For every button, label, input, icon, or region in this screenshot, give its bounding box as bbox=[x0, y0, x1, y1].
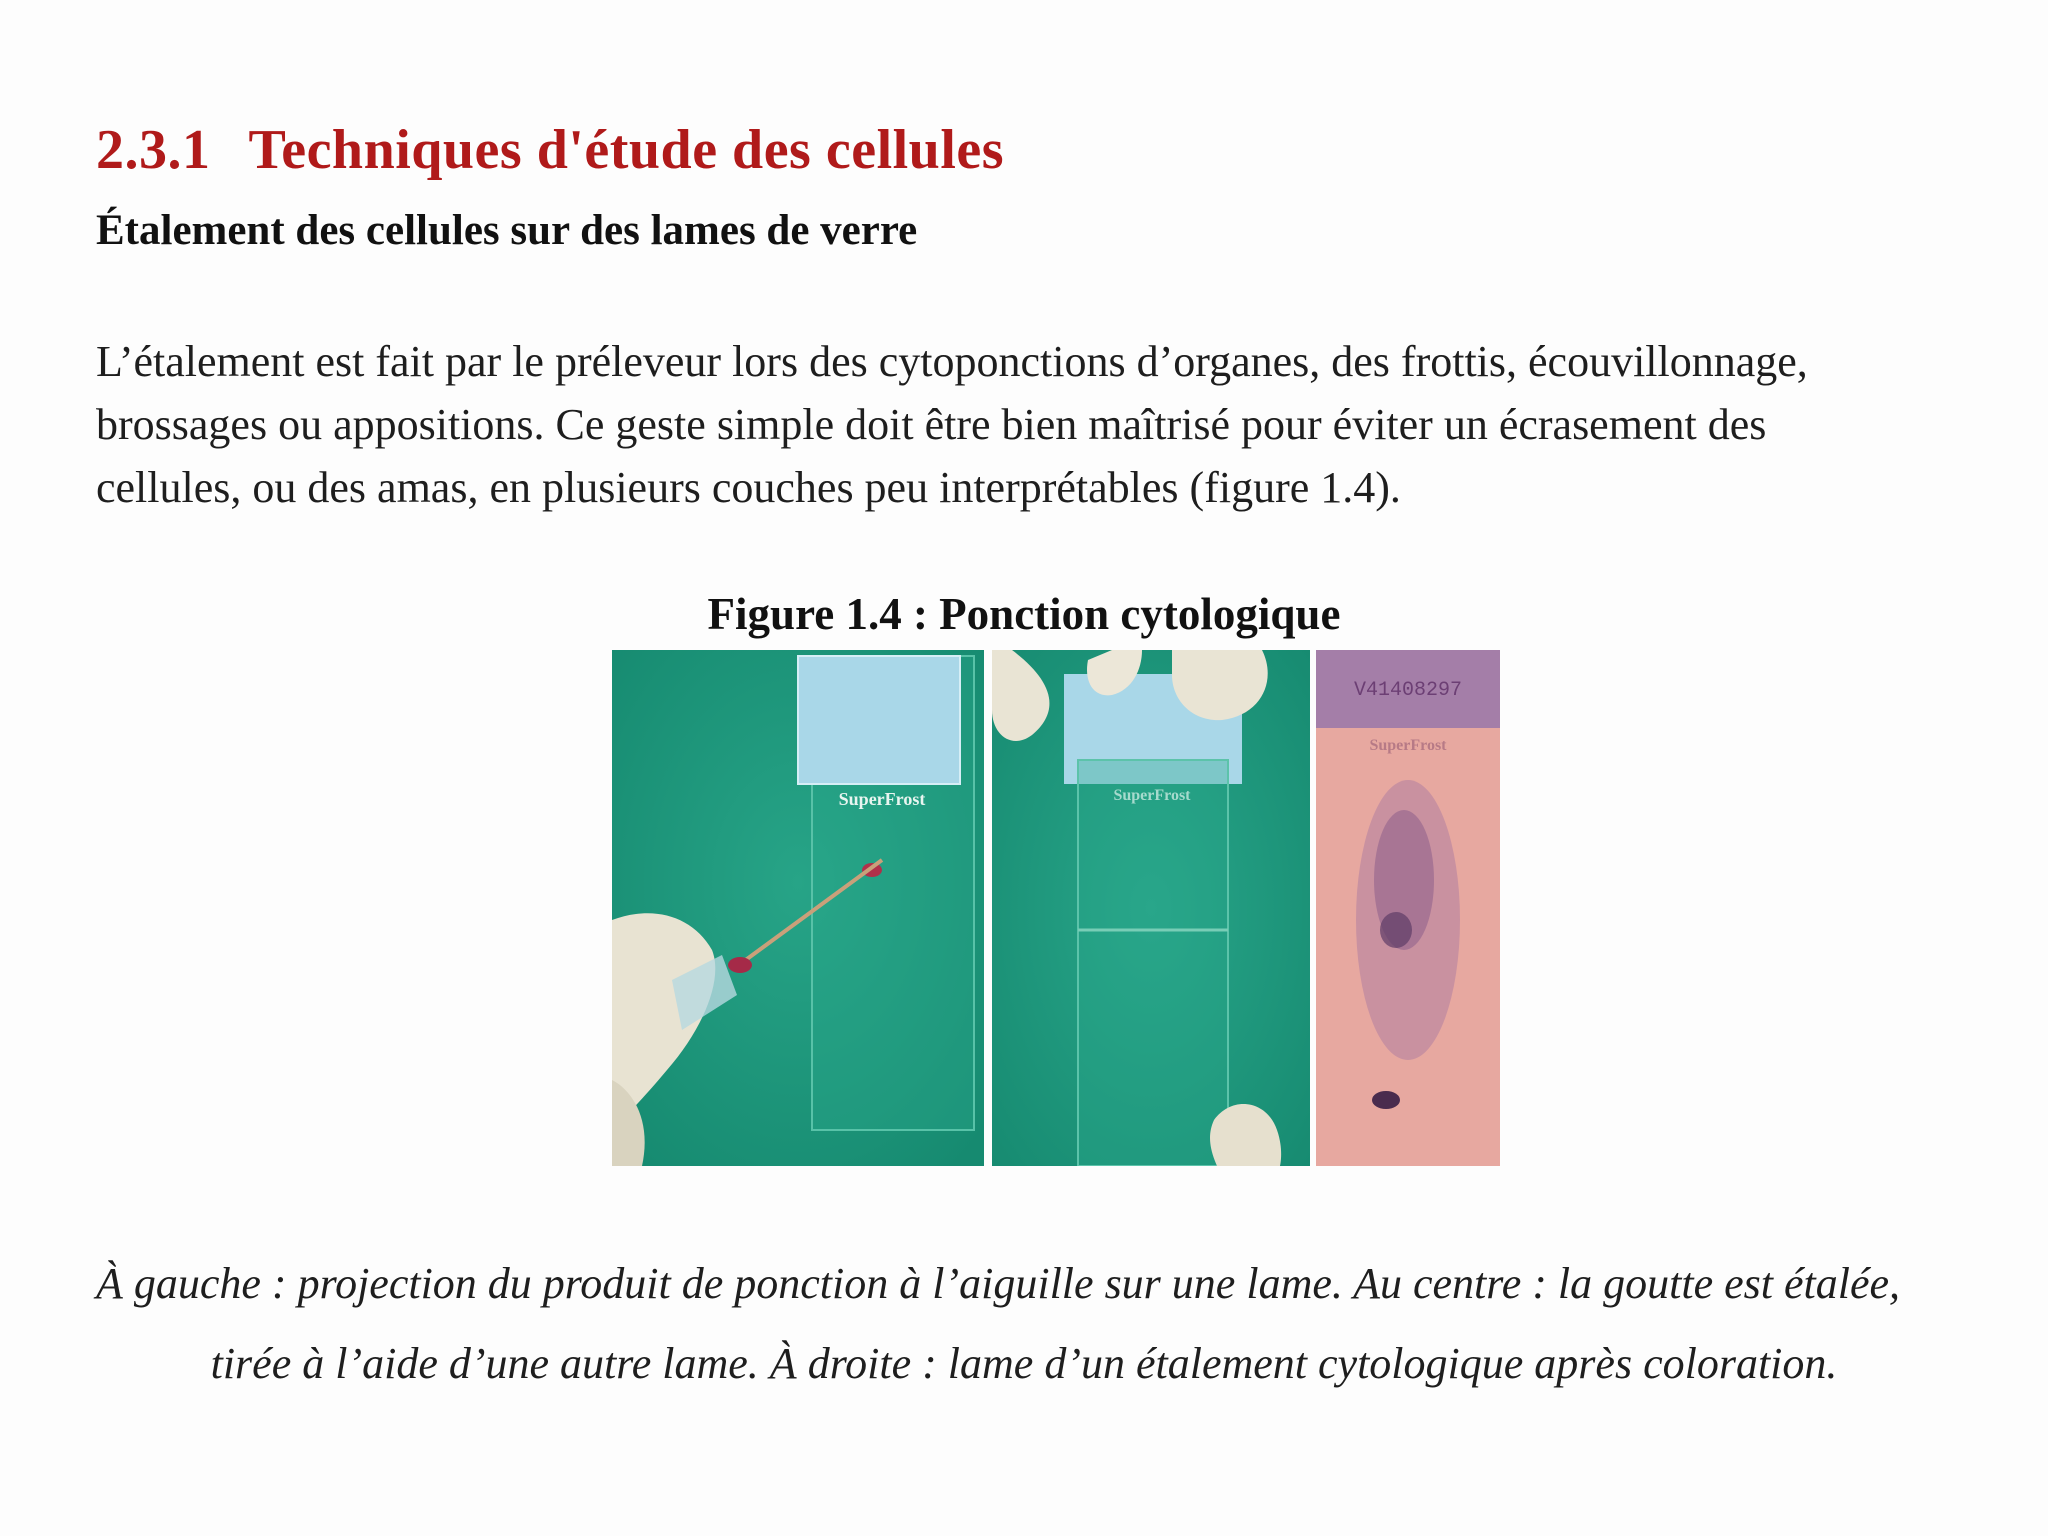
paragraph-line: cellules, ou des amas, en plusieurs couches peu interprétables (figure 1.4). bbox=[96, 463, 1401, 512]
right-slide-code: V41408297 bbox=[1353, 679, 1463, 702]
right-slide-label: SuperFrost bbox=[1369, 737, 1447, 754]
figure-title: Figure 1.4 : Ponction cytologique bbox=[707, 589, 1341, 639]
photo-needle-projection bbox=[612, 650, 984, 1166]
photo-smear-spreading-image bbox=[992, 650, 1310, 1166]
section-heading bbox=[96, 118, 1004, 182]
figure-caption bbox=[0, 1244, 2048, 1404]
caption-line: tirée à l’aide d’une autre lame. À droite : lame d’un étalement cytologique après coloration. bbox=[210, 1339, 1838, 1388]
body-paragraph bbox=[96, 330, 1976, 519]
figure-photos bbox=[612, 650, 1500, 1166]
photo-stained-slide bbox=[1316, 650, 1500, 1166]
section-title: Techniques d'étude des cellules bbox=[248, 119, 1005, 181]
paragraph-line: L’étalement est fait par le préleveur lors des cytoponctions d’organes, des frottis, écouvillonnage, bbox=[96, 337, 1808, 386]
subsection-title: Étalement des cellules sur des lames de verre bbox=[96, 207, 918, 254]
photo-stained-slide-image bbox=[1316, 650, 1500, 1166]
left-slide-label: SuperFrost bbox=[838, 789, 926, 809]
photo-smear-spreading bbox=[992, 650, 1310, 1166]
center-slide-label: SuperFrost bbox=[1113, 787, 1191, 804]
photo-needle-projection-image bbox=[612, 650, 984, 1166]
paragraph-line: brossages ou appositions. Ce geste simple doit être bien maîtrisé pour éviter un écrasement des bbox=[96, 400, 1767, 449]
caption-line: À gauche : projection du produit de ponction à l’aiguille sur une lame. Au centre : la goutte est étalée, bbox=[96, 1259, 1901, 1308]
section-number: 2.3.1 bbox=[96, 119, 211, 181]
